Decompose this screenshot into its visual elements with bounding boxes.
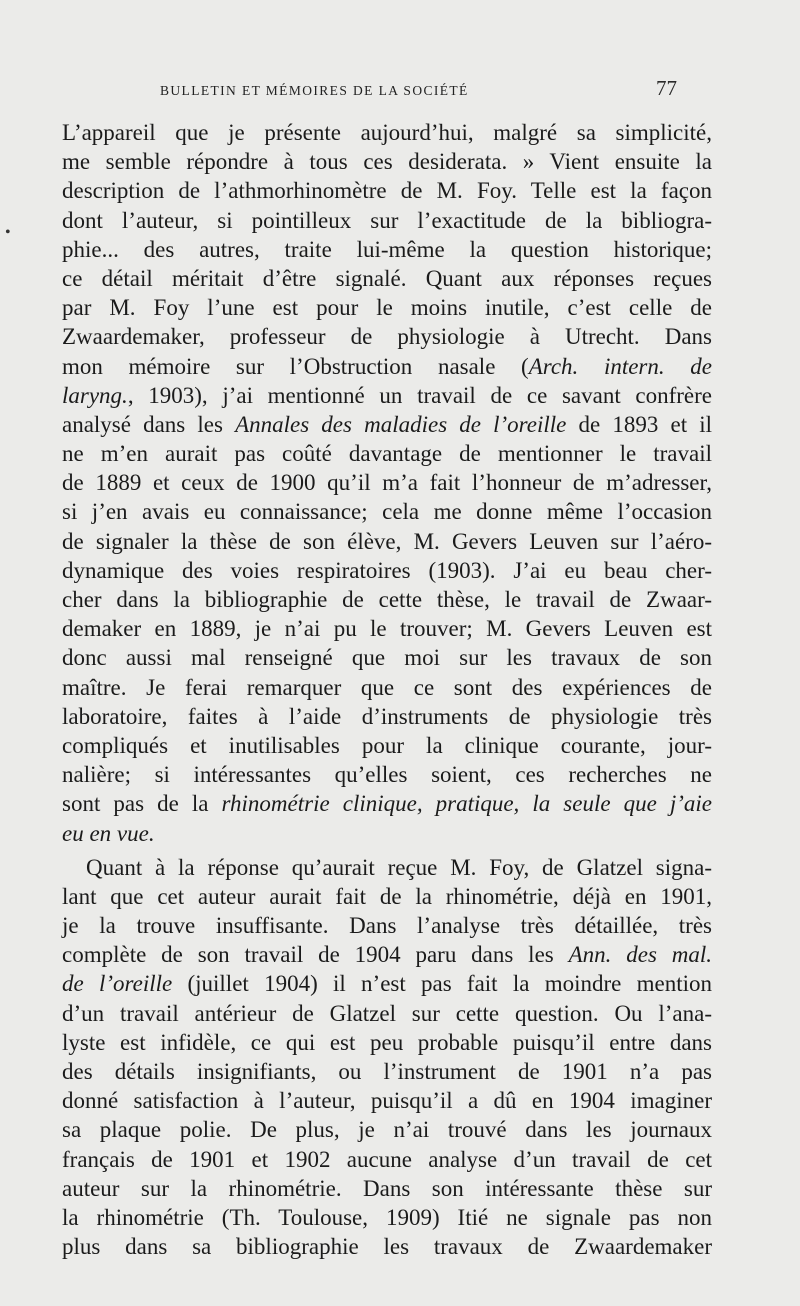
text-segment: de 1889 et ceux de 1900 qu’il m’a fait l’honneur de m’adresser, [62, 470, 712, 496]
text-segment: laboratoire, faites à l’aide d’instruments de physiologie très [62, 703, 712, 729]
text-segment: plus dans sa bibliographie les travaux de Zwaardemaker [62, 1234, 712, 1260]
running-header: BULLETIN ET MÉMOIRES DE LA SOCIÉTÉ [160, 83, 469, 98]
text-line [62, 118, 712, 147]
text-line [62, 1057, 712, 1086]
text-segment: donné satisfaction à l’auteur, puisqu’il a dû en 1904 imaginer [62, 1088, 712, 1114]
text-line [62, 853, 712, 882]
text-line [62, 673, 712, 702]
text-line [62, 381, 712, 410]
italic-segment: rhinométrie clinique, pratique, la seule que j’aie [221, 791, 712, 817]
italic-segment: eu en vue. [62, 820, 155, 846]
text-segment: donc aussi mal renseigné que moi sur les travaux de son [62, 645, 712, 671]
text-line [62, 439, 712, 468]
text-segment: mon mémoire sur l’Obstruction nasale ( [62, 353, 529, 379]
text-line [62, 1028, 712, 1057]
text-segment: (juillet 1904) il n’est pas fait la moindre mention [172, 971, 712, 997]
text-segment: nalière; si intéressantes qu’elles soient, ces recherches ne [62, 762, 712, 788]
text-line [62, 497, 712, 526]
body-text [62, 118, 712, 1261]
text-line [62, 643, 712, 672]
text-segment: analysé dans les [62, 411, 236, 437]
text-segment: Zwaardemaker, professeur de physiologie à Utrecht. Dans [62, 324, 712, 350]
text-line [62, 1203, 712, 1232]
text-line [62, 1145, 712, 1174]
italic-segment: Arch. intern. de [528, 353, 712, 379]
text-line [62, 264, 712, 293]
text-line [62, 911, 712, 940]
text-segment: Quant à la réponse qu’aurait reçue M. Foy, de Glatzel signa- [86, 854, 712, 880]
text-segment: complète de son travail de 1904 paru dans les [62, 942, 569, 968]
italic-segment: Annales des maladies de l’oreille [235, 411, 567, 437]
text-segment: ce détail méritait d’être signalé. Quant aux réponses reçues [62, 265, 712, 291]
text-line [62, 614, 712, 643]
page-number: 77 [656, 76, 677, 100]
text-segment: , 1903), j’ai mentionné un travail de ce savant confrère [127, 382, 712, 408]
text-line [62, 527, 712, 556]
text-segment: sont pas de la [62, 791, 222, 817]
text-line [62, 585, 712, 614]
text-segment: dynamique des voies respiratoires (1903). J’ai eu beau cher- [62, 557, 712, 583]
text-line [62, 410, 712, 439]
text-segment: je la trouve insuffisante. Dans l’analyse très détaillée, très [62, 913, 712, 939]
text-segment: de 1893 et il [566, 411, 712, 437]
text-line [62, 468, 712, 497]
margin-mark: • [5, 224, 11, 241]
text-line [62, 819, 712, 848]
paragraph-1 [62, 118, 712, 848]
text-line [62, 1086, 712, 1115]
text-line [62, 556, 712, 585]
text-line [62, 352, 712, 381]
italic-segment: de l’oreille [62, 971, 173, 997]
text-line [62, 760, 712, 789]
text-line [62, 999, 712, 1028]
text-line [62, 731, 712, 760]
text-segment: sa plaque polie. De plus, je n’ai trouvé dans les journaux [62, 1117, 712, 1143]
text-line [62, 206, 712, 235]
text-line [62, 147, 712, 176]
text-line [62, 969, 712, 998]
text-segment: L’appareil que je présente aujourd’hui, malgré sa simplicité, [62, 120, 712, 145]
italic-segment: laryng. [62, 382, 128, 408]
text-line [62, 293, 712, 322]
text-segment: lant que cet auteur aurait fait de la rhinométrie, déjà en 1901, [62, 883, 712, 909]
text-segment: demaker en 1889, je n’ai pu le trouver; M. Gevers Leuven est [62, 616, 712, 642]
text-segment: phie... des autres, traite lui-même la question historique; [62, 236, 712, 262]
text-segment: de signaler la thèse de son élève, M. Gevers Leuven sur l’aéro- [62, 528, 712, 554]
text-segment: auteur sur la rhinométrie. Dans son intéressante thèse sur [62, 1175, 712, 1201]
text-line [62, 702, 712, 731]
text-segment: dont l’auteur, si pointilleux sur l’exactitude de la bibliogra- [62, 207, 712, 233]
text-segment: la rhinométrie (Th. Toulouse, 1909) Itié ne signale pas non [62, 1204, 712, 1230]
text-segment: ne m’en aurait pas coûté davantage de mentionner le travail [62, 441, 712, 467]
text-segment: cher dans la bibliographie de cette thèse, le travail de Zwaar- [62, 587, 712, 612]
text-line [62, 322, 712, 351]
text-segment: si j’en avais eu connaissance; cela me donne même l’occasion [62, 499, 712, 525]
text-line [62, 882, 712, 911]
text-line [62, 235, 712, 264]
text-segment: d’un travail antérieur de Glatzel sur cette question. Ou l’ana- [62, 1000, 712, 1026]
paragraph-2 [62, 853, 712, 1262]
text-line [62, 1174, 712, 1203]
text-line [62, 789, 712, 818]
text-line [62, 1115, 712, 1144]
text-segment: description de l’athmorhinomètre de M. Foy. Telle est la façon [62, 178, 712, 204]
text-segment: lyste est infidèle, ce qui est peu probable puisqu’il entre dans [62, 1029, 712, 1055]
text-segment: compliqués et inutilisables pour la clinique courante, jour- [62, 732, 712, 758]
italic-segment: Ann. des mal. [568, 942, 712, 968]
text-segment: par M. Foy l’une est pour le moins inutile, c’est celle de [62, 295, 712, 321]
text-segment: français de 1901 et 1902 aucune analyse d’un travail de cet [62, 1146, 712, 1172]
text-segment: maître. Je ferai remarquer que ce sont des expériences de [62, 674, 712, 700]
text-segment: des détails insignifiants, ou l’instrument de 1901 n’a pas [62, 1059, 712, 1084]
text-line [62, 940, 712, 969]
text-line [62, 176, 712, 205]
text-segment: me semble répondre à tous ces desiderata. » Vient ensuite la [62, 149, 712, 175]
text-line [62, 1232, 712, 1261]
